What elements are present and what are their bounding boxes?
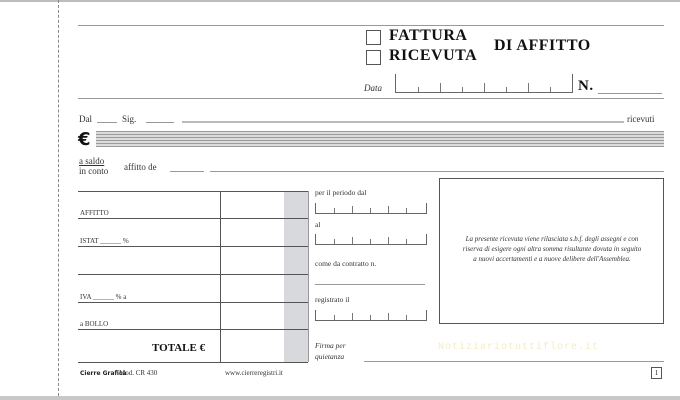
iva-amount-field[interactable] bbox=[221, 275, 283, 302]
notice-box bbox=[439, 178, 664, 324]
contratto-field[interactable] bbox=[315, 284, 425, 285]
numero-label: N. bbox=[578, 78, 594, 94]
date-field[interactable] bbox=[395, 74, 573, 93]
bottom-edge bbox=[0, 396, 680, 400]
perforation-line bbox=[58, 0, 59, 396]
affitto-de-label: affitto de bbox=[124, 162, 157, 172]
publisher-logo: Cierre Grafica bbox=[80, 370, 127, 377]
euro-icon: € bbox=[78, 129, 91, 150]
data-label: Data bbox=[364, 83, 382, 93]
registrato-field[interactable] bbox=[315, 310, 427, 321]
sig-label: Sig. bbox=[122, 114, 137, 124]
periodo-dal-field[interactable] bbox=[315, 203, 427, 214]
firma-label: Firma per quietanza bbox=[315, 341, 346, 361]
totale-amount-field[interactable] bbox=[221, 330, 283, 362]
table-shaded-column bbox=[284, 191, 308, 362]
numero-field[interactable] bbox=[598, 93, 662, 94]
table-right-edge bbox=[308, 191, 309, 362]
amount-field[interactable] bbox=[96, 131, 664, 147]
totale-label: TOTALE € bbox=[152, 342, 206, 354]
firma-field[interactable] bbox=[364, 361, 664, 362]
affitto-de-short-field[interactable] bbox=[170, 171, 204, 172]
al-field[interactable] bbox=[315, 234, 427, 245]
document-title: DI AFFITTO bbox=[494, 37, 591, 54]
blank-amount-field[interactable] bbox=[221, 247, 283, 274]
in-conto-option[interactable]: in conto bbox=[79, 166, 109, 176]
al-label: al bbox=[315, 220, 321, 229]
table-row-bollo: a BOLLO bbox=[80, 320, 109, 328]
contratto-label: come da contratto n. bbox=[315, 259, 377, 268]
sig-short-field[interactable] bbox=[146, 122, 174, 123]
header-bottom-rule bbox=[78, 98, 664, 99]
table-row-iva: IVA ______ % a bbox=[80, 293, 127, 301]
bollo-amount-field[interactable] bbox=[221, 303, 283, 329]
header-top-rule bbox=[78, 25, 664, 26]
website-link[interactable]: www.cierreregistri.it bbox=[225, 369, 283, 377]
periodo-dal-label: per il periodo dal bbox=[315, 188, 367, 197]
table-bottom-rule bbox=[78, 362, 308, 363]
a-saldo-label bbox=[79, 156, 108, 176]
affitto-amount-field[interactable] bbox=[221, 192, 283, 218]
page-number: 1 bbox=[651, 367, 662, 379]
fattura-checkbox[interactable] bbox=[366, 30, 381, 45]
dal-label: Dal bbox=[79, 114, 92, 124]
model-number: Mod. CR 430 bbox=[119, 369, 158, 377]
ricevuta-label: RICEVUTA bbox=[389, 47, 478, 64]
table-row-istat: ISTAT ______ % bbox=[80, 237, 129, 245]
notice-text: La presente ricevuta viene rilasciata s.b.f. degli assegni e con riserva di esigere ogni altra somma risultante dovuta in seguito a nuovi accertamenti e a nuove delibere dell'Assemblea. bbox=[462, 235, 642, 263]
watermark: Notiziariotuttiflore.it bbox=[438, 342, 600, 353]
a-saldo-option[interactable]: a saldo bbox=[79, 156, 105, 166]
registrato-label: registrato il bbox=[315, 295, 350, 304]
ricevuti-label: ricevuti bbox=[627, 114, 655, 124]
dal-field[interactable] bbox=[97, 122, 117, 123]
fattura-label: FATTURA bbox=[389, 27, 468, 44]
table-row-affitto: AFFITTO bbox=[80, 209, 109, 217]
sig-name-field[interactable] bbox=[182, 121, 624, 123]
top-edge bbox=[0, 0, 680, 2]
ricevuta-checkbox[interactable] bbox=[366, 50, 381, 65]
affitto-de-field[interactable] bbox=[210, 171, 664, 172]
istat-amount-field[interactable] bbox=[221, 219, 283, 246]
